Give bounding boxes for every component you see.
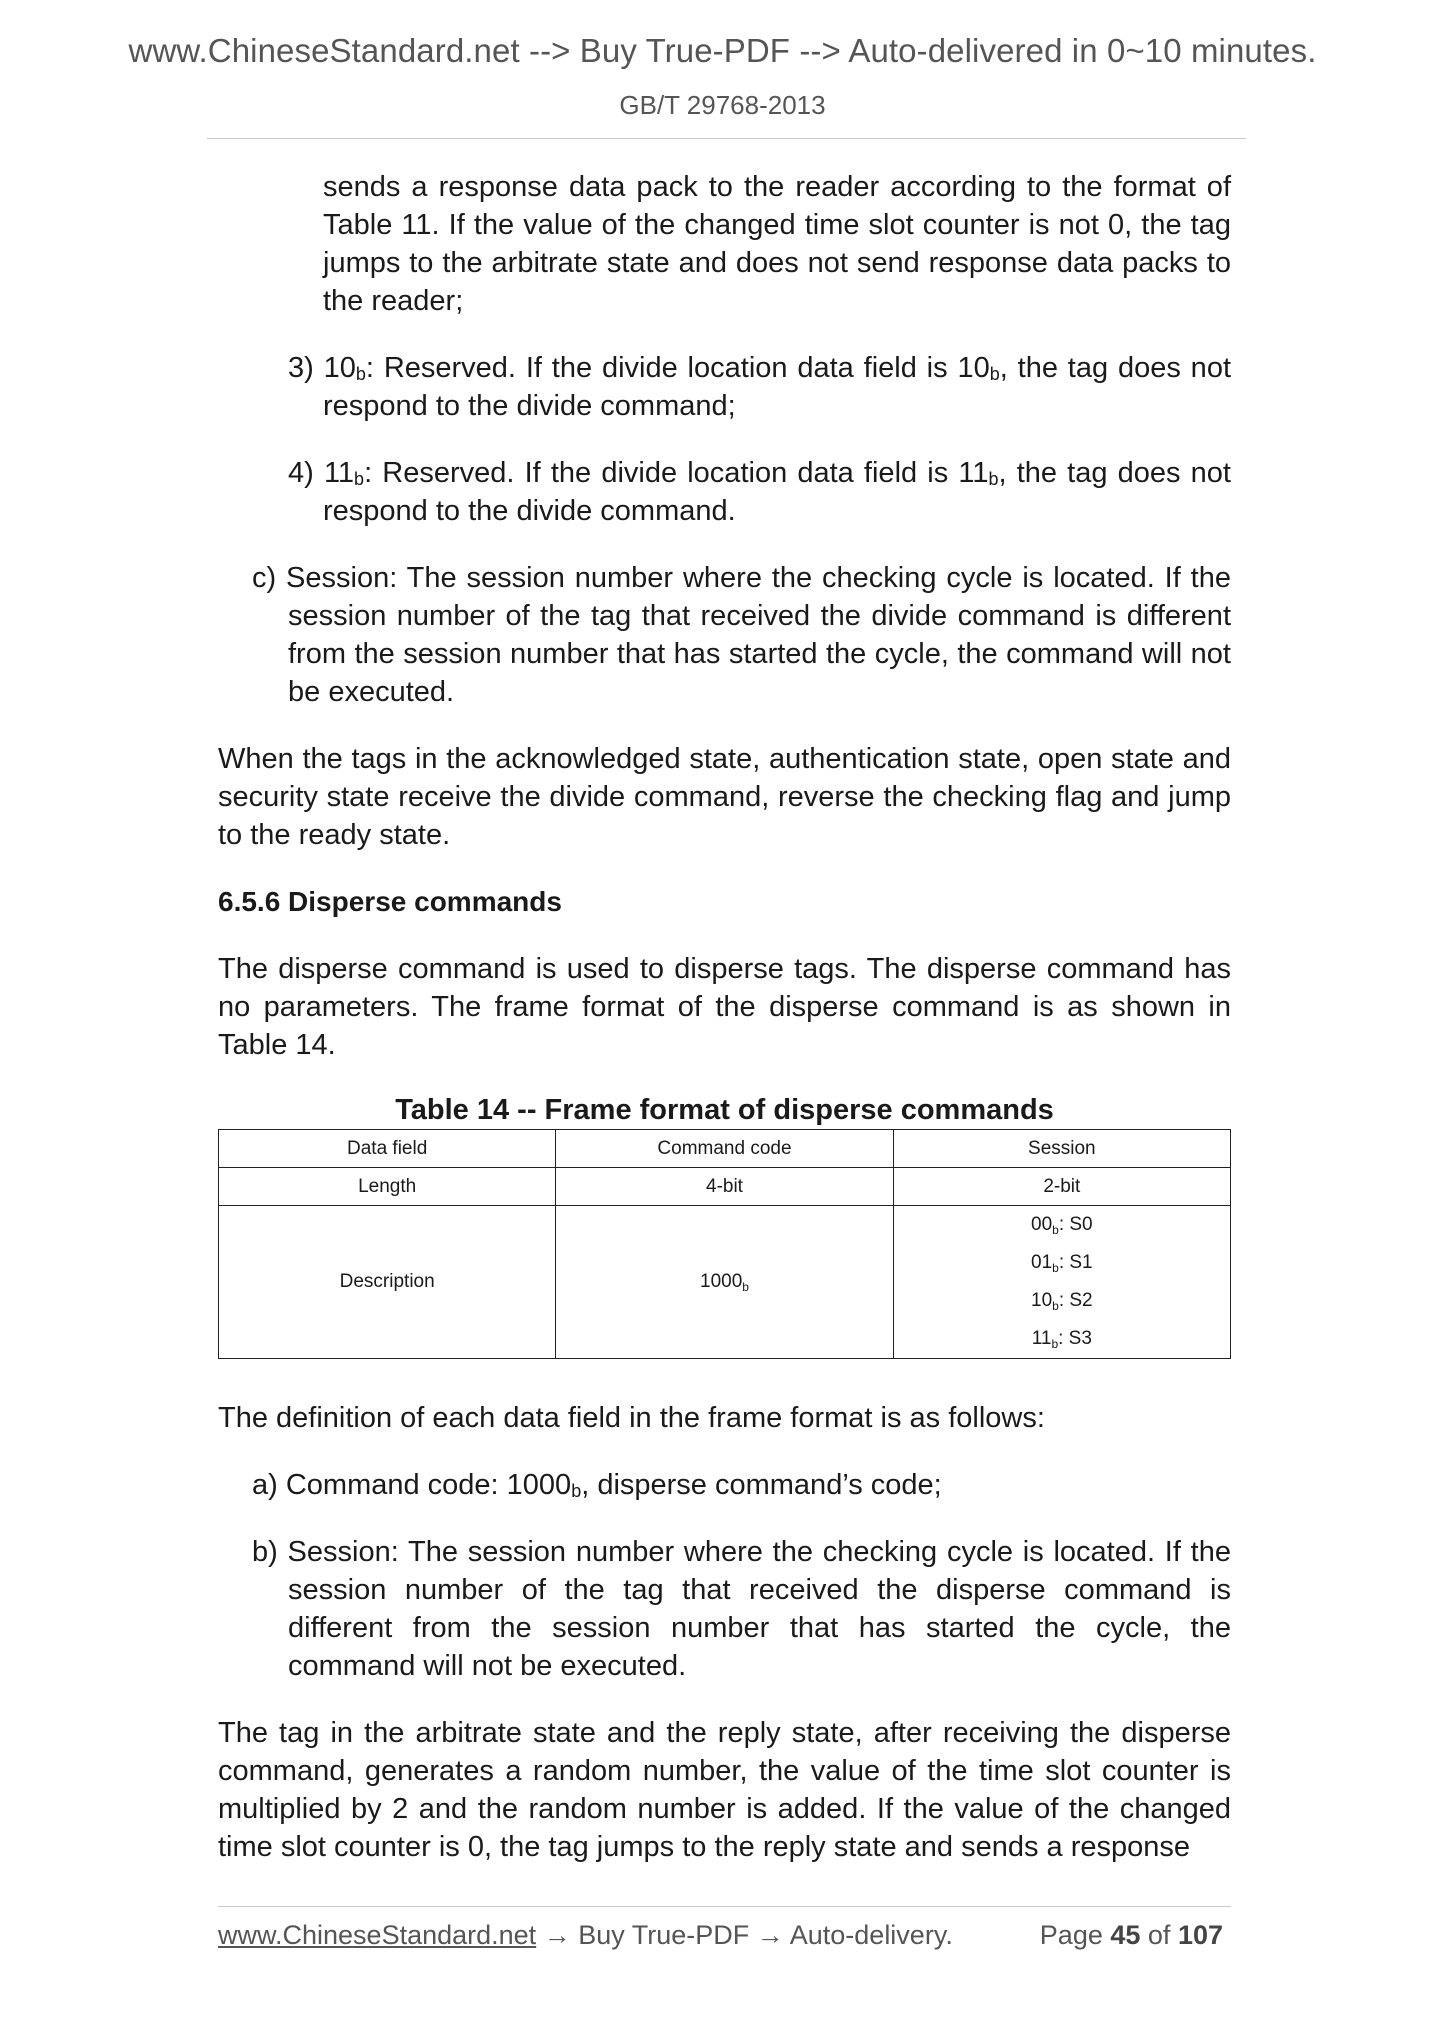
list-item-4-subscript: b xyxy=(354,469,365,489)
page-number: 45 xyxy=(1110,1920,1141,1950)
page-content xyxy=(218,168,1231,1895)
session-label: : S0 xyxy=(1058,1214,1093,1235)
list-item-3-subscript-2: b xyxy=(989,364,1000,384)
table-cell: 4-bit xyxy=(556,1168,893,1206)
table-cell: 2-bit xyxy=(893,1168,1230,1206)
top-banner: www.ChineseStandard.net --> Buy True-PDF --> Auto-delivered in 0~10 minutes. xyxy=(128,32,1317,69)
session-subscript: b xyxy=(1052,1223,1059,1237)
command-code-subscript: b xyxy=(742,1280,749,1294)
table-row xyxy=(219,1168,1231,1206)
table-row xyxy=(219,1206,1231,1359)
list-item-3-text-2: , the tag does not respond to the divide command; xyxy=(323,352,1232,422)
session-list xyxy=(894,1206,1230,1358)
session-item xyxy=(894,1244,1230,1282)
list-item-b: b) Session: The session number where the checking cycle is located. If the session number of the tag that received the disperse command is different from the session number that has started the cycle, the command will not be executed. xyxy=(252,1536,1231,1682)
paragraph-definition: The definition of each data field in the frame format is as follows: xyxy=(218,1402,1045,1434)
list-item-4-code: 11 xyxy=(323,457,355,489)
list-item-3 xyxy=(288,349,1232,425)
list-item-4-text-2: , the tag does not respond to the divide command. xyxy=(323,457,1231,527)
list-item-c: c) Session: The session number where the checking cycle is located. If the session number of the tag that received the divide command is different from the session number that has started the cycle, the command will not be executed. xyxy=(252,562,1231,708)
session-item xyxy=(894,1282,1230,1320)
list-item-3-code: 10 xyxy=(323,352,356,384)
frame-format-table xyxy=(218,1129,1231,1359)
list-item-a-suffix: , disperse command’s code; xyxy=(581,1469,942,1501)
session-code: 01 xyxy=(1031,1252,1053,1273)
list-item-a-subscript: b xyxy=(571,1481,582,1501)
page-total: 107 xyxy=(1177,1920,1223,1950)
table-row xyxy=(219,1130,1231,1168)
table-cell: Command code xyxy=(556,1130,893,1168)
session-label: : S3 xyxy=(1058,1328,1092,1349)
command-code-value: 1000 xyxy=(700,1271,743,1292)
list-item-3-subscript: b xyxy=(355,364,366,384)
list-item-4 xyxy=(288,454,1231,530)
table-cell: Length xyxy=(219,1168,556,1206)
session-label: : S2 xyxy=(1058,1290,1093,1311)
footer-divider xyxy=(218,1906,1231,1907)
list-item-a-prefix: a) Command code: 1000 xyxy=(252,1469,572,1501)
page-indicator xyxy=(1040,1920,1223,1951)
page-label: Page xyxy=(1039,1920,1111,1950)
list-item-4-text: : Reserved. If the divide location data field is 11 xyxy=(364,457,989,489)
session-subscript: b xyxy=(1052,1299,1059,1313)
session-code: 11 xyxy=(1031,1328,1052,1349)
session-subscript: b xyxy=(1052,1261,1059,1275)
table-cell: Data field xyxy=(219,1130,556,1168)
list-item-a xyxy=(252,1466,1231,1504)
session-code: 10 xyxy=(1031,1290,1053,1311)
footer-website-link[interactable]: www.ChineseStandard.net xyxy=(218,1920,537,1950)
section-heading: 6.5.6 Disperse commands xyxy=(218,886,562,917)
table-cell: Session xyxy=(893,1130,1230,1168)
paragraph-acknowledged-state: When the tags in the acknowledged state, authentication state, open state and security state receive the divide command, reverse the checking flag and jump to the ready state. xyxy=(218,743,1231,851)
list-item-3-text: : Reserved. If the divide location data field is 10 xyxy=(365,352,990,384)
session-item xyxy=(894,1206,1230,1244)
session-code: 00 xyxy=(1031,1214,1053,1235)
document-id: GB/T 29768-2013 xyxy=(619,90,826,120)
session-subscript: b xyxy=(1051,1337,1059,1351)
footer-tagline: → Buy True-PDF → Auto-delivery. xyxy=(536,1920,953,1950)
table-caption: Table 14 -- Frame format of disperse commands xyxy=(395,1094,1054,1126)
session-label: : S1 xyxy=(1058,1252,1093,1273)
table-cell-description: Description xyxy=(219,1206,556,1359)
page-of-label: of xyxy=(1140,1920,1178,1950)
continued-paragraph: sends a response data pack to the reader according to the format of Table 11. If the value of the changed time slot counter is not 0, the tag jumps to the arbitrate state and does not send response data packs to the reader; xyxy=(323,171,1231,317)
header-divider xyxy=(207,138,1246,139)
paragraph-disperse-command: The disperse command is used to disperse tags. The disperse command has no parameters. The frame format of the disperse command is as shown in Table 14. xyxy=(218,953,1231,1061)
table-cell-sessions xyxy=(893,1206,1230,1359)
paragraph-final: The tag in the arbitrate state and the reply state, after receiving the disperse command, generates a random number, the value of the time slot counter is multiplied by 2 and the random number is added. If the value of the changed time slot counter is 0, the tag jumps to the reply state and sends a response xyxy=(218,1717,1231,1863)
session-item xyxy=(894,1320,1230,1358)
list-item-4-number: 4) xyxy=(288,457,324,489)
list-item-3-number: 3) xyxy=(288,352,324,384)
table-cell-command-code xyxy=(556,1206,893,1359)
list-item-4-subscript-2: b xyxy=(988,469,999,489)
footer-left xyxy=(218,1920,953,1951)
